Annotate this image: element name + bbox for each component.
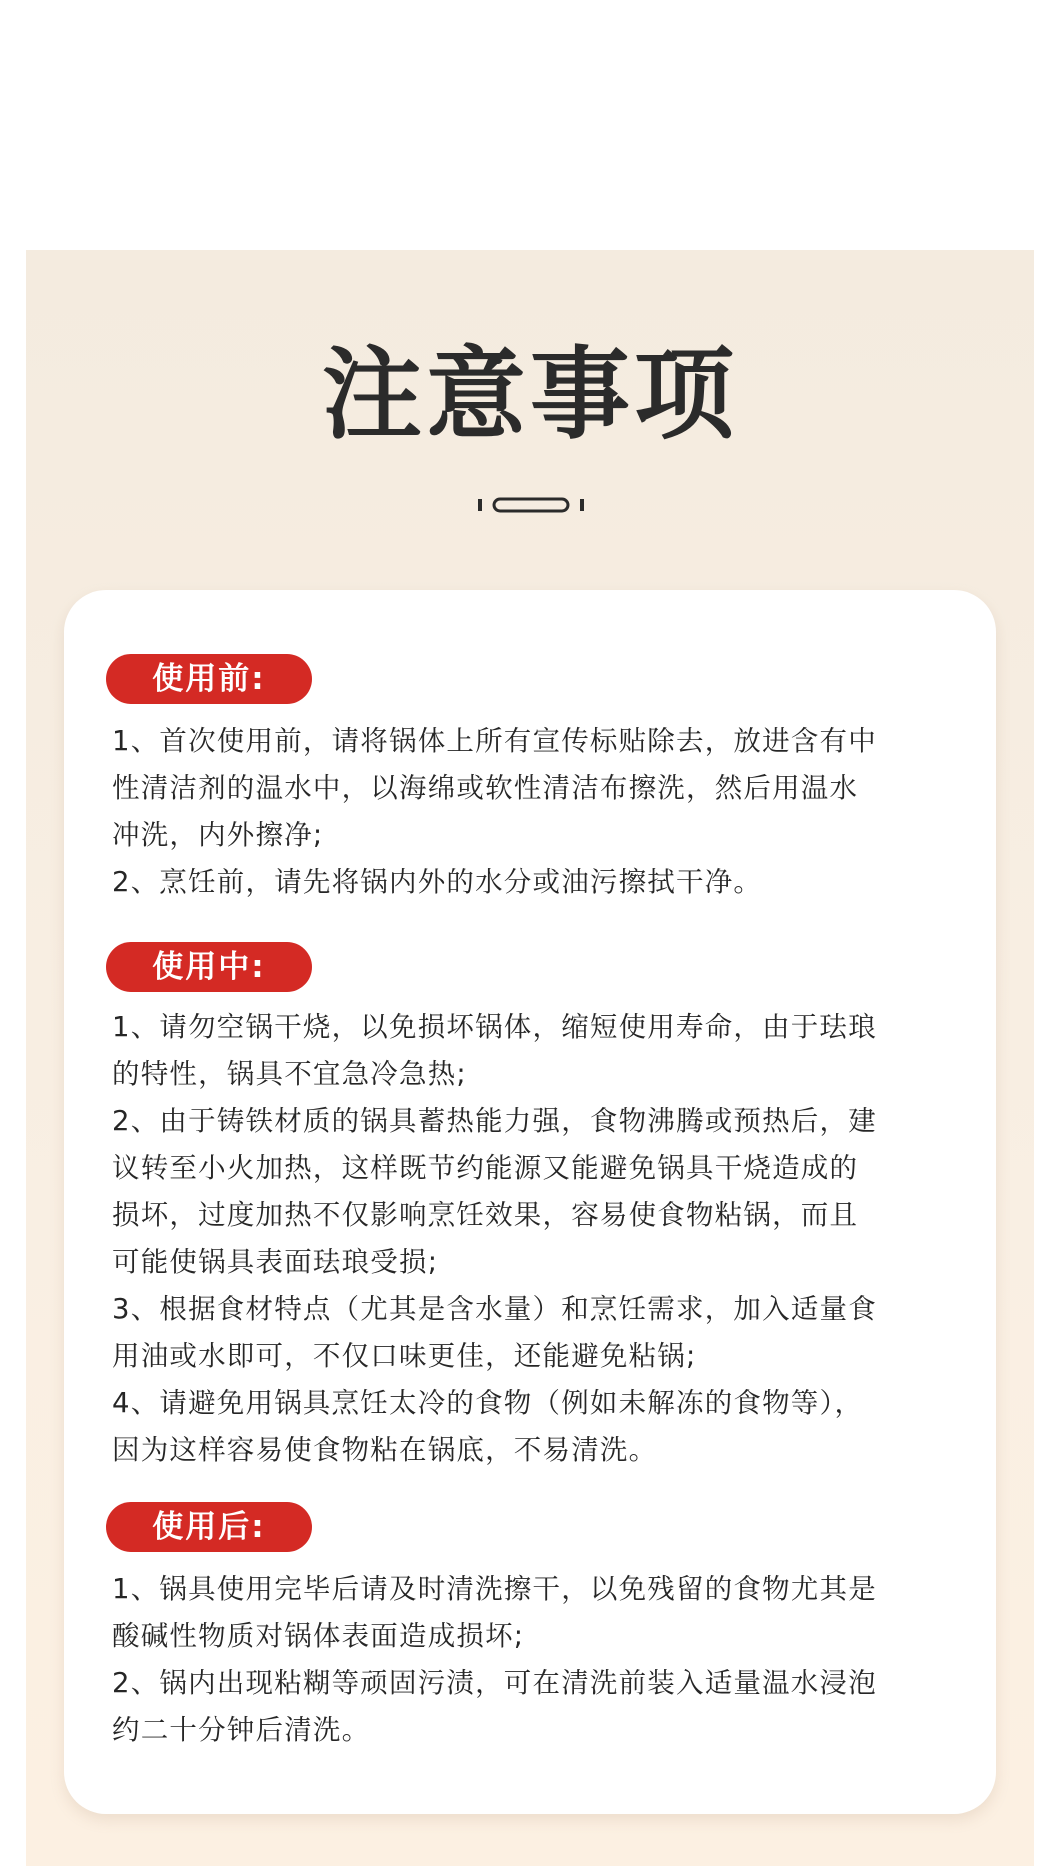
text-line: 1、请勿空锅干烧，以免损坏锅体，缩短使用寿命，由于珐琅 <box>112 1011 877 1043</box>
text-line: 用油或水即可，不仅口味更佳，还能避免粘锅; <box>112 1340 697 1372</box>
text-line: 2、锅内出现粘糊等顽固污渍，可在清洗前装入适量温水浸泡 <box>112 1667 877 1699</box>
section-body <box>112 718 954 906</box>
instructions-card <box>64 590 996 1814</box>
section-label-badge: 使用中: <box>106 942 312 992</box>
text-line: 3、根据食材特点（尤其是含水量）和烹饪需求，加入适量食 <box>112 1293 877 1325</box>
text-line: 2、由于铸铁材质的锅具蓄热能力强，食物沸腾或预热后，建 <box>112 1105 877 1137</box>
text-line: 2、烹饪前，请先将锅内外的水分或油污擦拭干净。 <box>112 866 763 898</box>
section-label-badge: 使用后: <box>106 1502 312 1552</box>
page-title: 注意事项 <box>322 336 738 453</box>
text-line: 因为这样容易使食物粘在锅底，不易清洗。 <box>112 1434 658 1466</box>
section-label-badge: 使用前: <box>106 654 312 704</box>
text-line: 性清洁剂的温水中，以海绵或软性清洁布擦洗，然后用温水 <box>112 772 859 804</box>
notice-panel <box>26 250 1034 1866</box>
section-body <box>112 1004 954 1474</box>
title-divider-ornament <box>476 496 586 514</box>
text-line: 的特性，锅具不宜急冷急热; <box>112 1058 467 1090</box>
text-line: 4、请避免用锅具烹饪太冷的食物（例如未解冻的食物等）， <box>112 1387 864 1419</box>
text-line: 议转至小火加热，这样既节约能源又能避免锅具干烧造成的 <box>112 1152 859 1184</box>
text-line: 1、锅具使用完毕后请及时清洗擦干，以免残留的食物尤其是 <box>112 1573 877 1605</box>
section-body <box>112 1566 954 1754</box>
text-line: 冲洗，内外擦净; <box>112 819 324 851</box>
text-line: 酸碱性物质对锅体表面造成损坏; <box>112 1620 525 1652</box>
text-line: 约二十分钟后清洗。 <box>112 1714 371 1746</box>
text-line: 可能使锅具表面珐琅受损; <box>112 1246 439 1278</box>
text-line: 1、首次使用前，请将锅体上所有宣传标贴除去，放进含有中 <box>112 725 877 757</box>
text-line: 损坏，过度加热不仅影响烹饪效果，容易使食物粘锅，而且 <box>112 1199 859 1231</box>
